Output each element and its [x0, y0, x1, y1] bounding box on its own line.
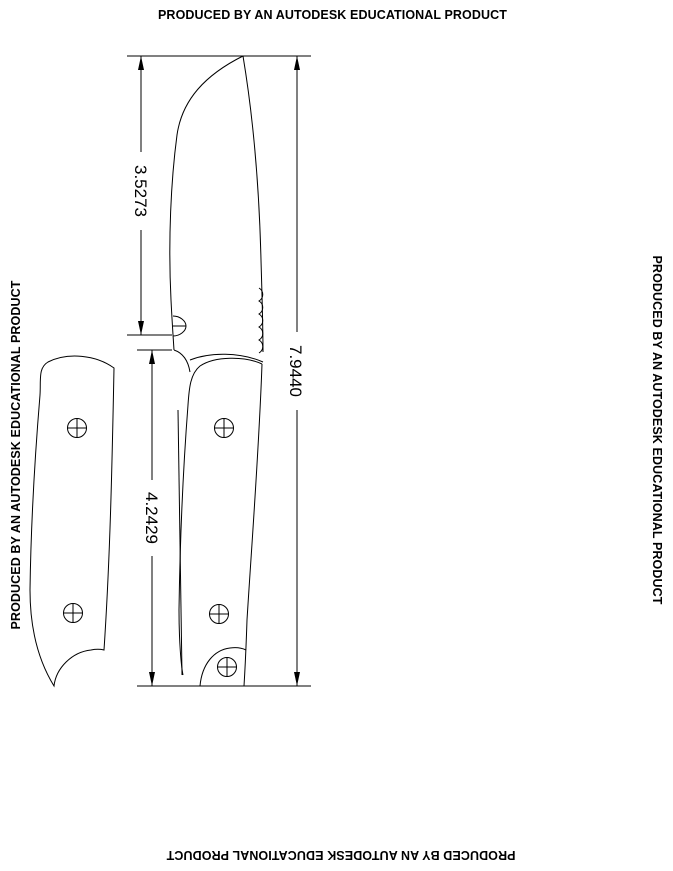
dimension-handle — [137, 350, 200, 686]
rivet-hole-icon — [67, 418, 87, 438]
dimension-overall — [243, 56, 311, 686]
rivet-hole-icon — [214, 418, 234, 438]
watermark-right: PRODUCED BY AN AUTODESK EDUCATIONAL PRODUCT — [650, 255, 664, 605]
rivet-hole-icon — [217, 657, 237, 677]
dimension-label: 4.2429 — [142, 492, 161, 544]
knife-handle — [178, 358, 262, 686]
dimension-label: 7.9440 — [286, 345, 305, 397]
watermark-bottom: PRODUCED BY AN AUTODESK EDUCATIONAL PRODUCT — [166, 848, 516, 862]
watermark-top: PRODUCED BY AN AUTODESK EDUCATIONAL PRODUCT — [158, 8, 507, 22]
dimension-blade — [127, 56, 243, 335]
dimension-label: 3.5273 — [131, 165, 150, 217]
rivet-hole-icon — [209, 604, 229, 624]
handle-scale — [30, 356, 114, 686]
watermark-left: PRODUCED BY AN AUTODESK EDUCATIONAL PRODUCT — [9, 280, 23, 630]
knife-blade — [170, 56, 263, 372]
rivet-hole-icon — [63, 603, 83, 623]
choil-icon — [173, 316, 186, 336]
